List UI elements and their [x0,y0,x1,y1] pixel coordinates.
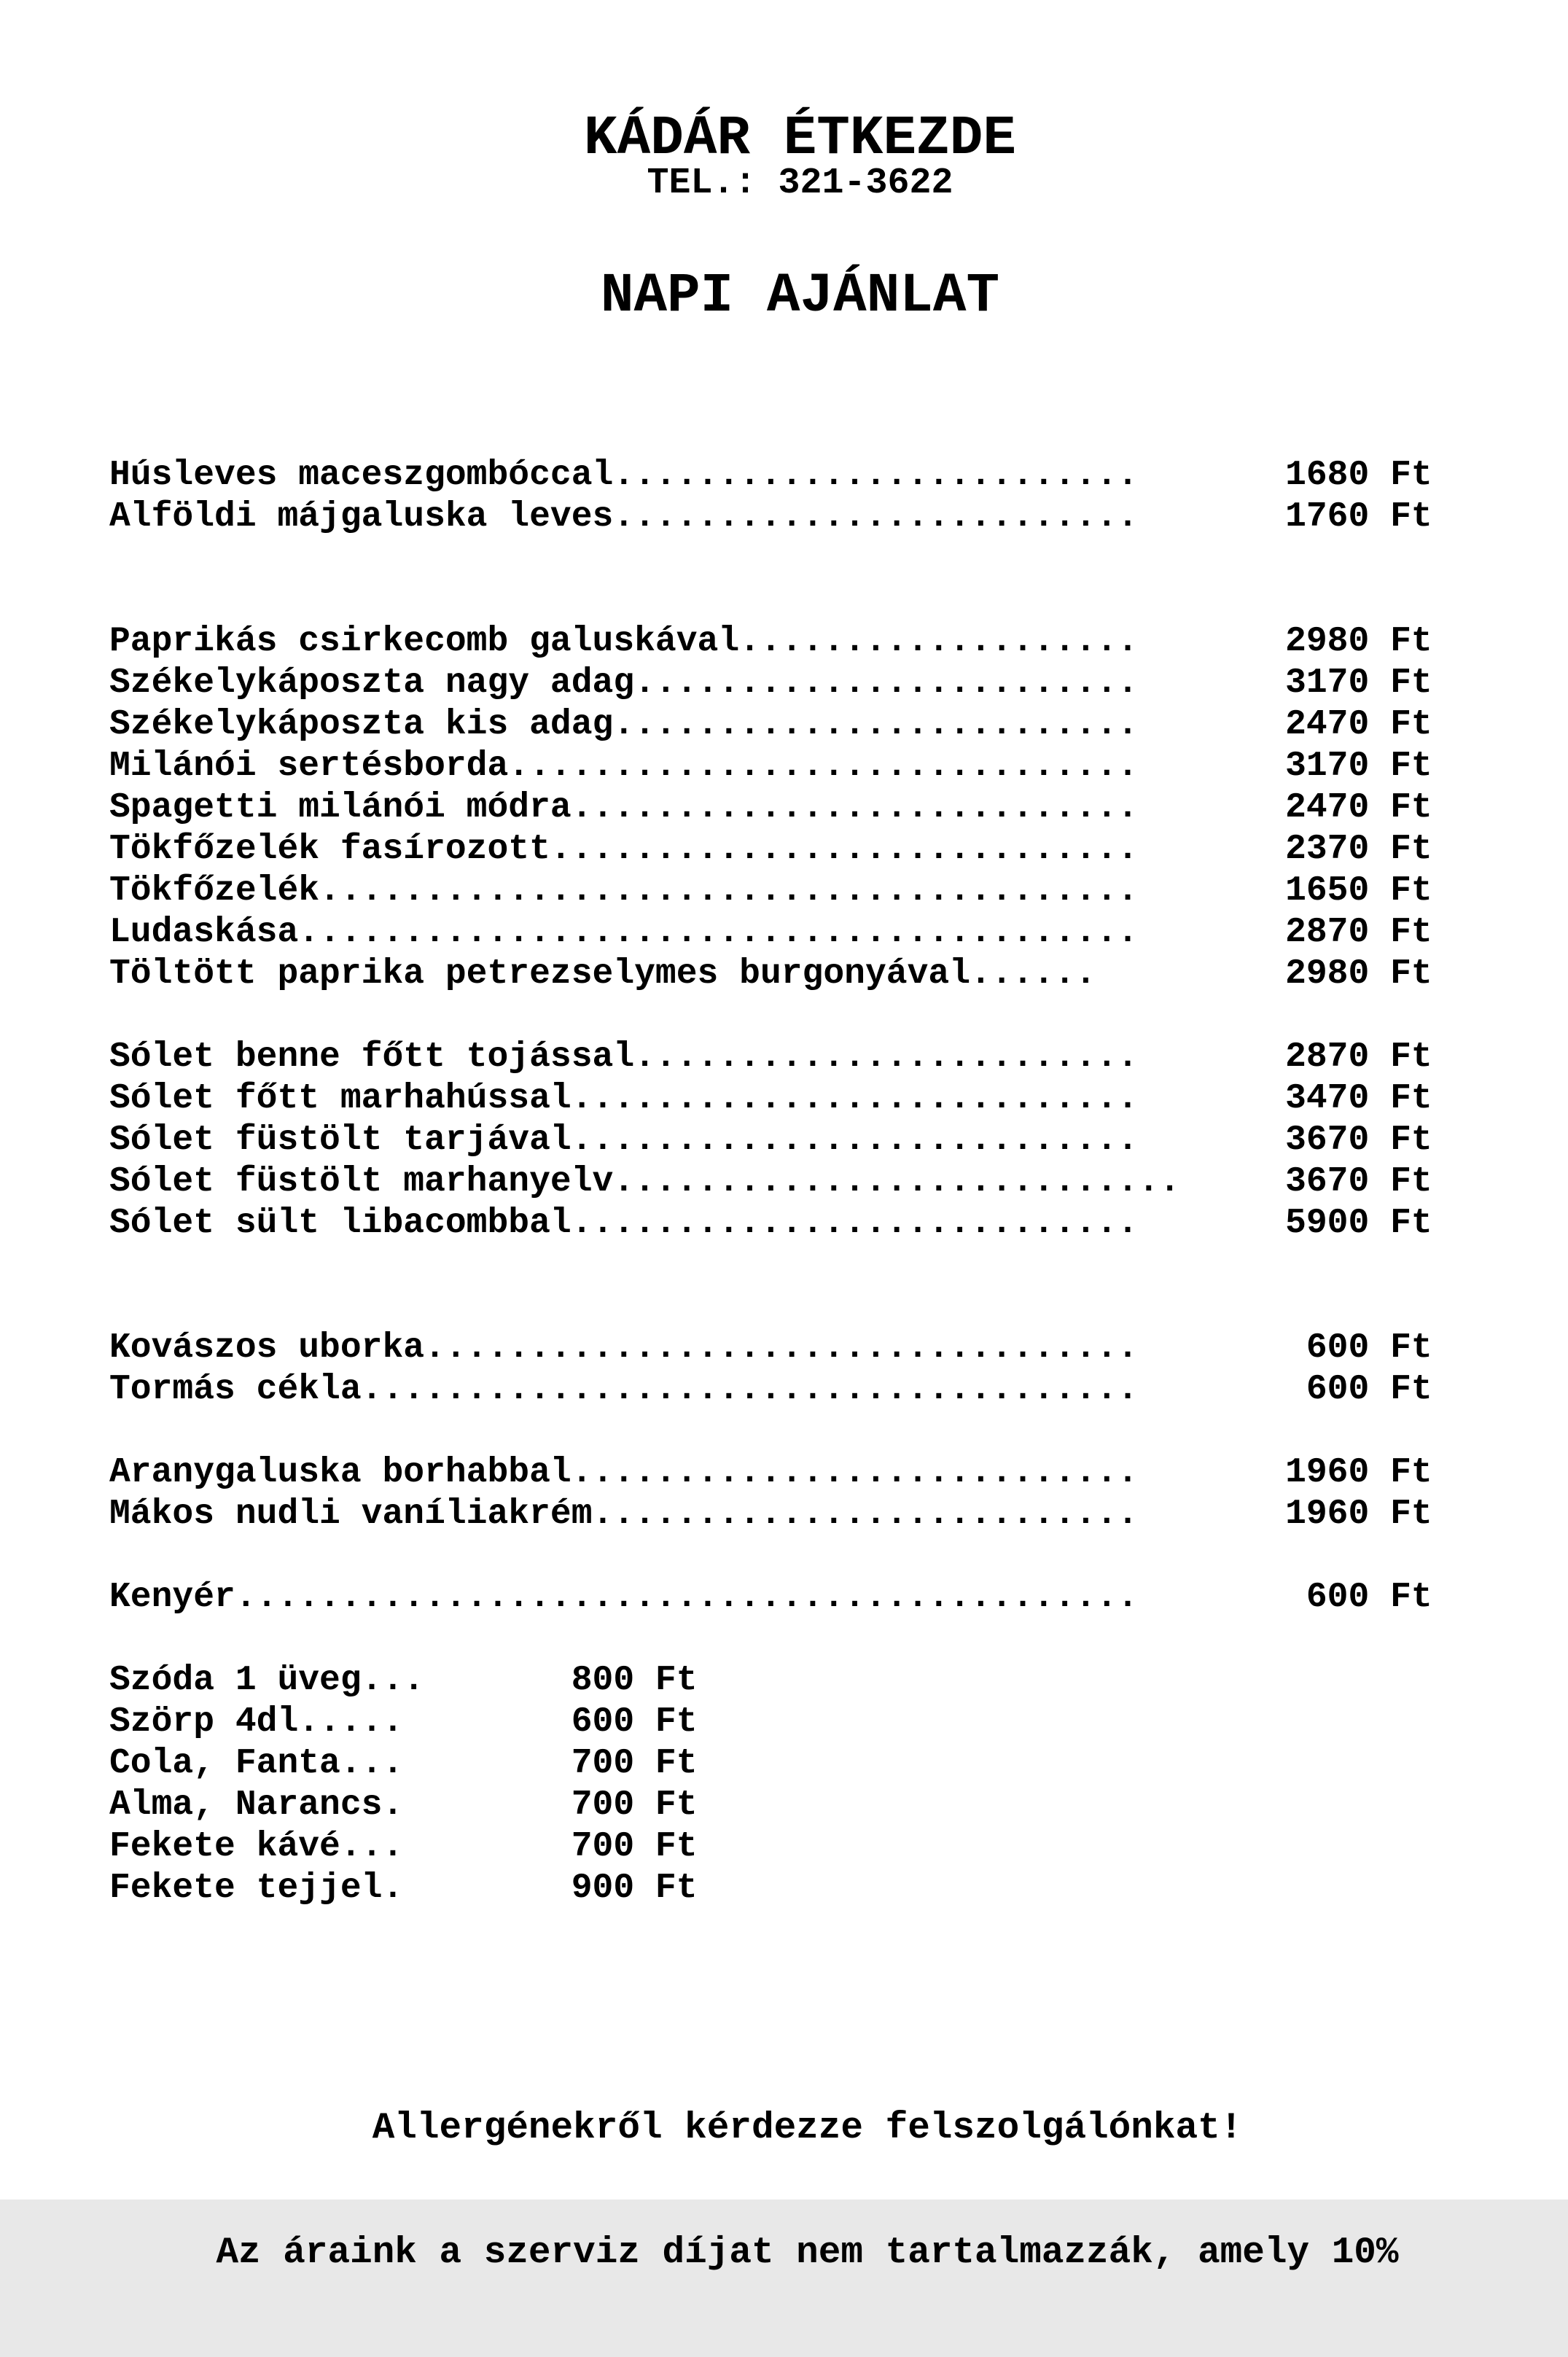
item-name: Paprikás csirkecomb galuskával................... [109,622,1286,661]
menu-item [109,621,1432,663]
menu-item [109,663,1432,704]
menu-item [109,704,1432,746]
item-name: Húsleves maceszgombóccal......................... [109,456,1286,495]
menu-item [109,1328,1432,1369]
menu-list [109,455,1432,1909]
item-price: 3170 Ft [1285,663,1432,703]
item-name: Tökfőzelék....................................... [109,871,1286,911]
item-price: 1760 Ft [1285,497,1432,537]
menu-item [109,746,1432,787]
item-name: Sólet benne főtt tojással........................ [109,1037,1286,1077]
item-price: 2980 Ft [1285,954,1432,994]
menu-item [109,1203,1432,1244]
menu-item [109,1452,1432,1494]
item-price: 900 Ft [571,1869,698,1908]
menu-item [109,870,1432,912]
footer-notes [47,2025,1568,2357]
item-price: 800 Ft [571,1661,698,1700]
footer-allergen-note: Allergénekről kérdezze felszolgálónkat! [372,2108,1243,2149]
menu-item [109,1078,1432,1120]
item-price: 700 Ft [571,1744,698,1783]
item-price: 2870 Ft [1285,1037,1432,1077]
item-price: 3170 Ft [1285,747,1432,786]
section-gap [109,1535,1432,1577]
item-name: Székelykáposzta kis adag......................... [109,705,1286,744]
menu-item [109,1826,1432,1868]
section-gap [109,1244,1432,1328]
item-name: Szóda 1 üveg... [109,1661,572,1700]
item-price: 700 Ft [571,1785,698,1825]
item-name: Alföldi májgaluska leves......................... [109,497,1286,537]
item-price: 700 Ft [571,1827,698,1866]
item-price: 3470 Ft [1285,1079,1432,1118]
item-price: 1680 Ft [1285,456,1432,495]
menu-item [109,954,1432,995]
menu-item [109,787,1432,829]
item-price: 1960 Ft [1285,1453,1432,1492]
item-name: Aranygaluska borhabbal........................... [109,1453,1286,1492]
item-price: 600 Ft [571,1702,698,1742]
restaurant-name: KÁDÁR ÉTKEZDE [584,107,1016,170]
menu-item [109,1037,1432,1078]
item-price: 2870 Ft [1285,913,1432,952]
item-price: 2470 Ft [1285,788,1432,827]
menu-item [109,1702,1432,1743]
item-price: 2370 Ft [1285,830,1432,869]
item-name: Székelykáposzta nagy adag........................ [109,663,1286,703]
section-gap [109,995,1432,1037]
item-name: Fekete kávé... [109,1827,572,1866]
menu-item [109,496,1432,538]
item-price: 3670 Ft [1285,1162,1432,1201]
menu-item [109,1660,1432,1702]
item-price: 3670 Ft [1285,1121,1432,1160]
item-name: Cola, Fanta... [109,1744,572,1783]
menu-item [109,1743,1432,1785]
item-price: 1960 Ft [1285,1495,1432,1534]
item-price: 5900 Ft [1285,1204,1432,1243]
footer-service-charge-note: Az áraink a szerviz díjat nem tartalmazzák, amely 10% [216,2232,1399,2274]
menu-item [109,455,1432,496]
item-name: Spagetti milánói módra........................... [109,788,1286,827]
menu-item [109,1161,1432,1203]
item-name: Szörp 4dl..... [109,1702,572,1742]
menu-item [109,1369,1432,1411]
item-price: 600 Ft [1285,1578,1432,1617]
phone-number: TEL.: 321-3622 [647,163,953,204]
item-name: Kenyér........................................... [109,1578,1286,1617]
item-name: Sólet füstölt tarjával........................... [109,1121,1286,1160]
item-name: Alma, Narancs. [109,1785,572,1825]
item-price: 2980 Ft [1285,622,1432,661]
menu-item [109,829,1432,870]
section-gap [109,1618,1432,1660]
item-price: 2470 Ft [1285,705,1432,744]
item-name: Fekete tejjel. [109,1869,572,1908]
item-name: Mákos nudli vaníliakrém.......................... [109,1495,1286,1534]
item-name: Tormás cékla..................................... [109,1370,1286,1409]
menu-item [109,1494,1432,1535]
menu-item [109,1868,1432,1909]
item-name: Töltött paprika petrezselymes burgonyával...... [109,954,1286,994]
daily-offer-title: NAPI AJÁNLAT [600,265,1000,327]
menu-item [109,1577,1432,1618]
item-name: Sólet sült libacombbal........................... [109,1204,1286,1243]
item-name: Tökfőzelék fasírozott............................ [109,830,1286,869]
item-name: Milánói sertésborda.............................. [109,747,1286,786]
menu-item [109,912,1432,954]
section-gap [109,538,1432,621]
item-price: 1650 Ft [1285,871,1432,911]
section-gap [109,1411,1432,1452]
item-name: Sólet főtt marhahússal........................... [109,1079,1286,1118]
item-name: Sólet füstölt marhanyelv........................... [109,1162,1286,1201]
item-price: 600 Ft [1285,1370,1432,1409]
item-price: 600 Ft [1285,1328,1432,1368]
menu-item [109,1785,1432,1826]
item-name: Ludaskása........................................ [109,913,1286,952]
menu-item [109,1120,1432,1161]
item-name: Kovászos uborka.................................. [109,1328,1286,1368]
